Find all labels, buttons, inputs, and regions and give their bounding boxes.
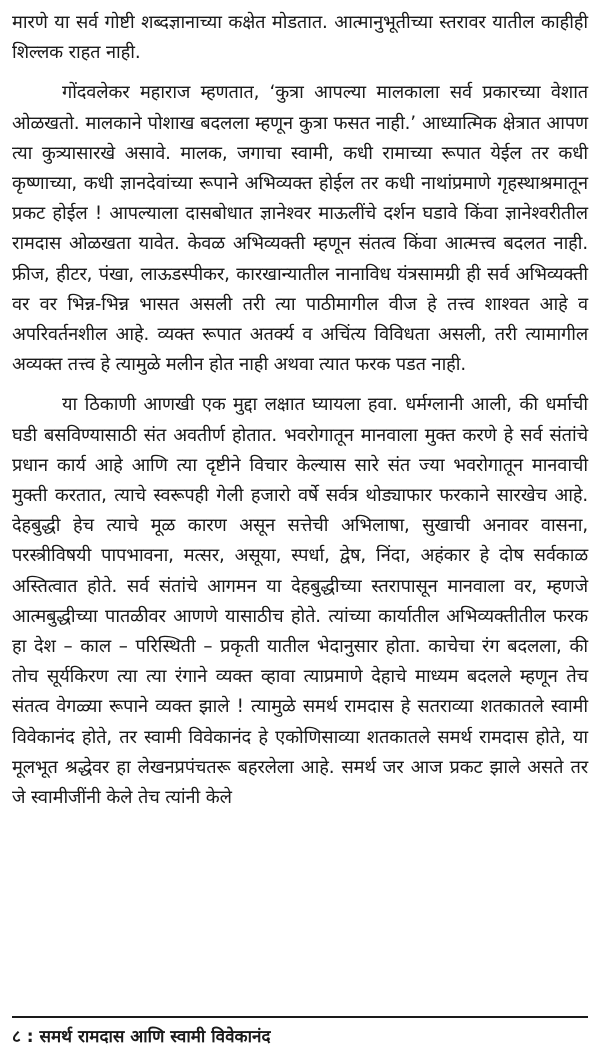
footer-separator: : [26, 1027, 34, 1047]
paragraph-gap [12, 68, 588, 78]
footer-rule [12, 1016, 588, 1018]
paragraph-gondavalekar: गोंदवलेकर महाराज म्हणतात, ‘कुत्रा आपल्या मालकाला सर्व प्रकारच्या वेशात ओळखतो. मालकाने पोशाख बदलला म्हणून कुत्रा फसत नाही.’ आध्यात्मिक क्षेत्रात आपण त्या कुत्र्यासारखे असावे. मालक, जगाचा स्वामी, कधी रामाच्या रूपात येईल तर कधी कृष्णाच्या, कधी ज्ञानदेवांच्या रूपाने अभिव्यक्त होईल तर कधी नाथांप्रमाणे गृहस्थाश्रमातून प्रकट होईल ! आपल्याला दासबोधात ज्ञानेश्वर माऊलींचे दर्शन घडावे किंवा ज्ञानेश्वरीतील रामदास ओळखता यावेत. केवळ अभिव्यक्ती म्हणून संतत्व किंवा आत्मत्त्व बदलत नाही. फ्रीज, हीटर, पंखा, लाऊडस्पीकर, कारखान्यातील नानाविध यंत्रसामग्री ही सर्व अभिव्यक्ती वर वर भिन्न-भिन्न भासत असली तरी त्या पाठीमागील वीज हे तत्त्व शाश्वत आहे व अपरिवर्तनशील आहे. व्यक्त रूपात अतर्क्य व अचिंत्य विविधता असली, तरी त्यामागील अव्यक्त तत्त्व हे त्यामुळे मलीन होत नाही अथवा त्यात फरक पडत नाही. [12, 82, 588, 376]
book-title: समर्थ रामदास आणि स्वामी विवेकानंद [39, 1027, 271, 1047]
paragraph-dharmaglani: या ठिकाणी आणखी एक मुद्दा लक्षात घ्यायला हवा. धर्मग्लानी आली, की धर्माची घडी बसविण्यासाठी संत अवतीर्ण होतात. भवरोगातून मानवाला मुक्त करणे हे सर्व संतांचे प्रधान कार्य आहे आणि त्या दृष्टीने विचार केल्यास सारे संत ज्या भवरोगातून मानवाची मुक्ती करतात, त्याचे स्वरूपही गेली हजारो वर्षे सर्वत्र थोड्याफार फरकाने सारखेच आहे. देहबुद्धी हेच त्याचे मूळ कारण असून सत्तेची अभिलाषा, सुखाची अनावर वासना, परस्त्रीविषयी पापभावना, मत्सर, असूया, स्पर्धा, द्वेष, निंदा, अहंकार हे दोष सर्वकाळ अस्तित्वात होते. सर्व संतांचे आगमन या देहबुद्धीच्या स्तरापासून मानवाला वर, म्हणजे आत्मबुद्धीच्या पातळीवर आणणे यासाठीच होते. त्यांच्या कार्यातील अभिव्यक्तीतील फरक हा देश – काल – परिस्थिती – प्रकृती यातील भेदानुसार होता. काचेचा रंग बदलला, की तोच सूर्यकिरण त्या त्या रंगाने व्यक्त व्हावा त्याप्रमाणे देहाचे माध्यम बदलले म्हणून तेच संतत्व वेगळ्या रूपाने व्यक्त झाले ! त्यामुळे समर्थ रामदास हे सतराव्या शतकातले स्वामी विवेकानंद होते, तर स्वामी विवेकानंद हे एकोणिसाव्या शतकातले समर्थ रामदास होते, या मूलभूत श्रद्धेवर हा लेखनप्रपंचतरू बहरलेला आहे. समर्थ जर आज प्रकट झाले असते तर जे स्वामीजींनी केले तेच त्यांनी केले [12, 394, 588, 809]
paragraph-continuation: मारणे या सर्व गोष्टी शब्दज्ञानाच्या कक्षेत मोडतात. आत्मानुभूतीच्या स्तरावर यातील काहीही शिल्लक राहत नाही. [12, 12, 588, 64]
page-number: ८ [12, 1027, 21, 1047]
paragraph-gap [12, 380, 588, 390]
page-footer [12, 1025, 270, 1049]
